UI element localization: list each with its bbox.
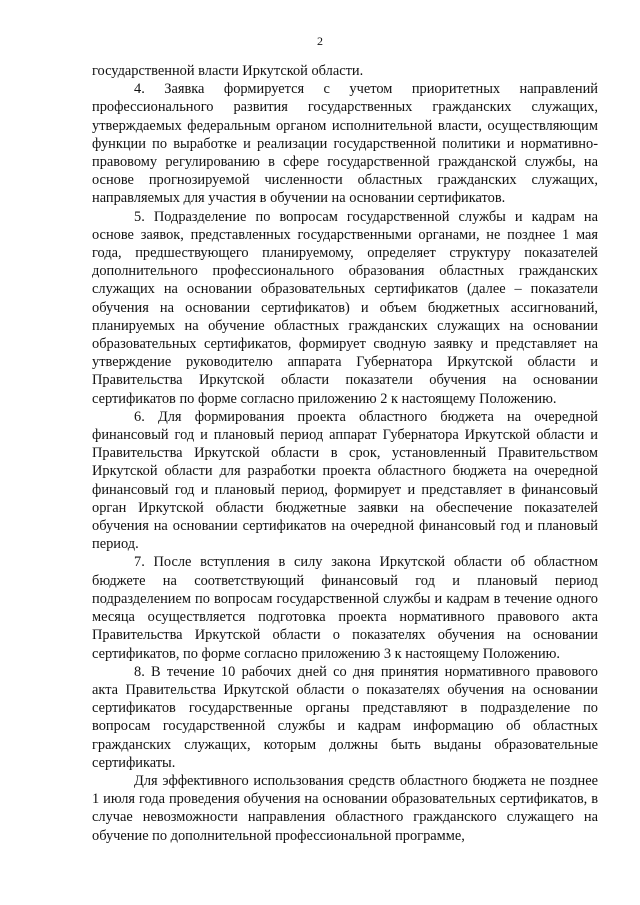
paragraph-continuation: государственной власти Иркутской области.: [92, 63, 364, 79]
paragraph-budget-note: Для эффективного использования средств областного бюджета не позднее 1 июля года проведения обучения на основании образовательных сертификатов, в случае невозможности направления областного гражданского служащего на обучение по дополнительной профессиональной программе,: [92, 772, 598, 844]
paragraph-item-6: 6. Для формирования проекта областного бюджета на очередной финансовый год и плановый период аппарат Губернатора Иркутской области и Правительства Иркутской области в срок, установленный Правительством Иркутской области для разработки проекта областного бюджета на очередной финансовый год и плановый период, формирует и представляет в финансовый орган Иркутской области бюджетные заявки на обеспечение показателей обучения на основании сертификатов на очередной финансовый год и плановый период.: [92, 408, 598, 553]
page-number: 2: [317, 34, 323, 48]
paragraph-item-7: 7. После вступления в силу закона Иркутской области об областном бюджете на соответствующий финансовый год и плановый период подразделением по вопросам государственной службы и кадрам в течение одного месяца осуществляется подготовка проекта нормативного правового акта Правительства Иркутской области о показателях обучения на основании сертификатов, по форме согласно приложению 3 к настоящему Положению.: [92, 554, 598, 662]
document-body: [92, 62, 598, 845]
paragraph-item-4: 4. Заявка формируется с учетом приоритетных направлений профессионального развития государственных гражданских служащих, утверждаемых федеральным органом исполнительной власти, осуществляющим функции по выработке и реализации государственной политики и нормативно-правовому регулированию в сфере государственной гражданской службы, на основе прогнозируемой численности областных гражданских служащих, направляемых для участия в обучении на основании сертификатов.: [92, 81, 598, 207]
paragraph-item-5: 5. Подразделение по вопросам государственной службы и кадрам на основе заявок, представленных государственными органами, не позднее 1 мая года, предшествующего планируемому, определяет структуру показателей дополнительного профессионального образования областных гражданских служащих на основании образовательных сертификатов (далее – показатели обучения на основании сертификатов) и объем бюджетных ассигнований, планируемых на обучение областных гражданских служащих на основании образовательных сертификатов, формирует сводную заявку и представляет на утверждение руководителю аппарата Губернатора Иркутской области и Правительства Иркутской области показатели обучения на основании сертификатов по форме согласно приложению 2 к настоящему Положению.: [92, 208, 598, 407]
paragraph-item-8: 8. В течение 10 рабочих дней со дня принятия нормативного правового акта Правительства Иркутской области о показателях обучения на основании сертификатов государственные органы представляют в подразделение по вопросам государственной службы и кадрам информацию об областных гражданских служащих, которым должны быть выданы образовательные сертификаты.: [92, 663, 598, 771]
